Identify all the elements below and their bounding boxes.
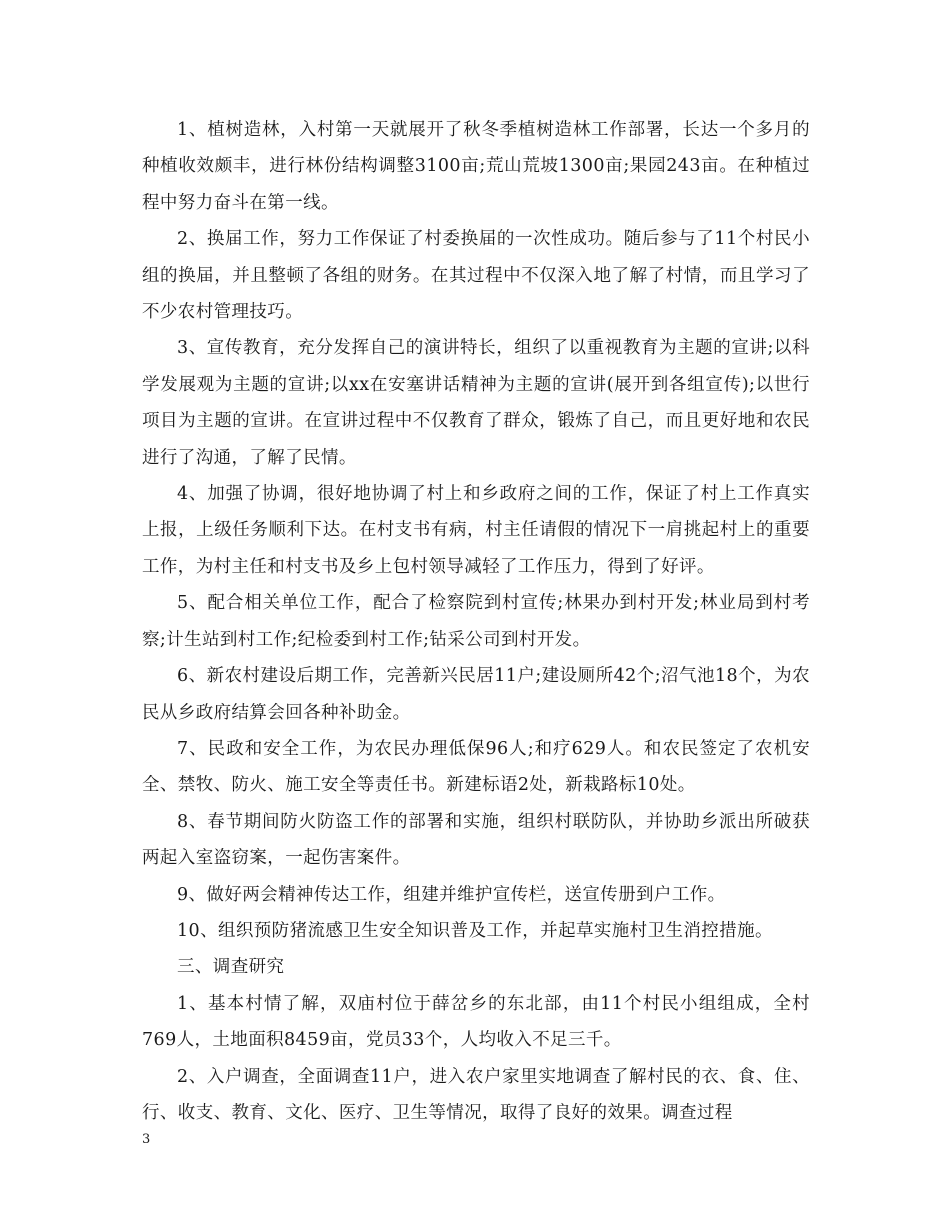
paragraph-cooperation: 5、配合相关单位工作，配合了检察院到村宣传;林果办到村开发;林业局到村考察;计生站到村工作;纪检委到村工作;钻采公司到村开发。 — [142, 593, 810, 650]
paragraph-village-info: 1、基本村情了解，双庙村位于薛岔乡的东北部，由11个村民小组组成，全村769人，土地面积8459亩，党员33个，人均收入不足三千。 — [142, 993, 810, 1051]
paragraph-two-sessions: 9、做好两会精神传达工作，组建并维护宣传栏，送宣传册到户工作。 — [177, 884, 726, 905]
paragraph-new-village: 6、新农村建设后期工作，完善新兴民居11户;建设厕所42个;沼气池18个，为农民从乡政府结算会回各种补助金。 — [142, 666, 810, 723]
paragraph-publicity-education: 3、宣传教育，充分发挥自己的演讲特长，组织了以重视教育为主题的宣讲;以科学发展观为主题的宣讲;以xx在安塞讲话精神为主题的宣讲(展开到各组宣传);以世行项目为主题的宣讲。在宣讲过程中不仅教育了群众，锻炼了自己，而且更好地和农民进行了沟通，了解了民情。 — [142, 338, 810, 468]
paragraph-civil-safety: 7、民政和安全工作，为农民办理低保96人;和疗629人。和农民签定了农机安全、禁牧、防火、施工安全等责任书。新建标语2处，新栽路标10处。 — [142, 738, 810, 796]
page-number: 3 — [142, 1132, 151, 1147]
paragraph-household-survey: 2、入户调查，全面调查11户，进入农户家里实地调查了解村民的衣、食、住、行、收支、教育、文化、医疗、卫生等情况，取得了良好的效果。调查过程 — [142, 1066, 810, 1123]
paragraph-tree-planting: 1、植树造林，入村第一天就展开了秋冬季植树造林工作部署，长达一个多月的种植收效颇丰，进行林份结构调整3100亩;荒山荒坡1300亩;果园243亩。在种植过程中努力奋斗在第一线。 — [142, 120, 810, 213]
section-heading-research: 三、调查研究 — [177, 957, 285, 978]
document-body — [142, 112, 810, 1131]
paragraph-election-work: 2、换届工作，努力工作保证了村委换届的一次性成功。随后参与了11个村民小组的换届，并且整顿了各组的财务。在其过程中不仅深入地了解了村情，而且学习了不少农村管理技巧。 — [142, 229, 810, 323]
paragraph-spring-festival: 8、春节期间防火防盗工作的部署和实施，组织村联防队，并协助乡派出所破获两起入室盗窃案，一起伤害案件。 — [142, 811, 810, 869]
paragraph-flu-prevention: 10、组织预防猪流感卫生安全知识普及工作，并起草实施村卫生消控措施。 — [177, 920, 773, 941]
paragraph-coordination: 4、加强了协调，很好地协调了村上和乡政府之间的工作，保证了村上工作真实上报，上级任务顺利下达。在村支书有病，村主任请假的情况下一肩挑起村上的重要工作，为村主任和村支书及乡上包村领导减轻了工作压力，得到了好评。 — [142, 484, 810, 577]
